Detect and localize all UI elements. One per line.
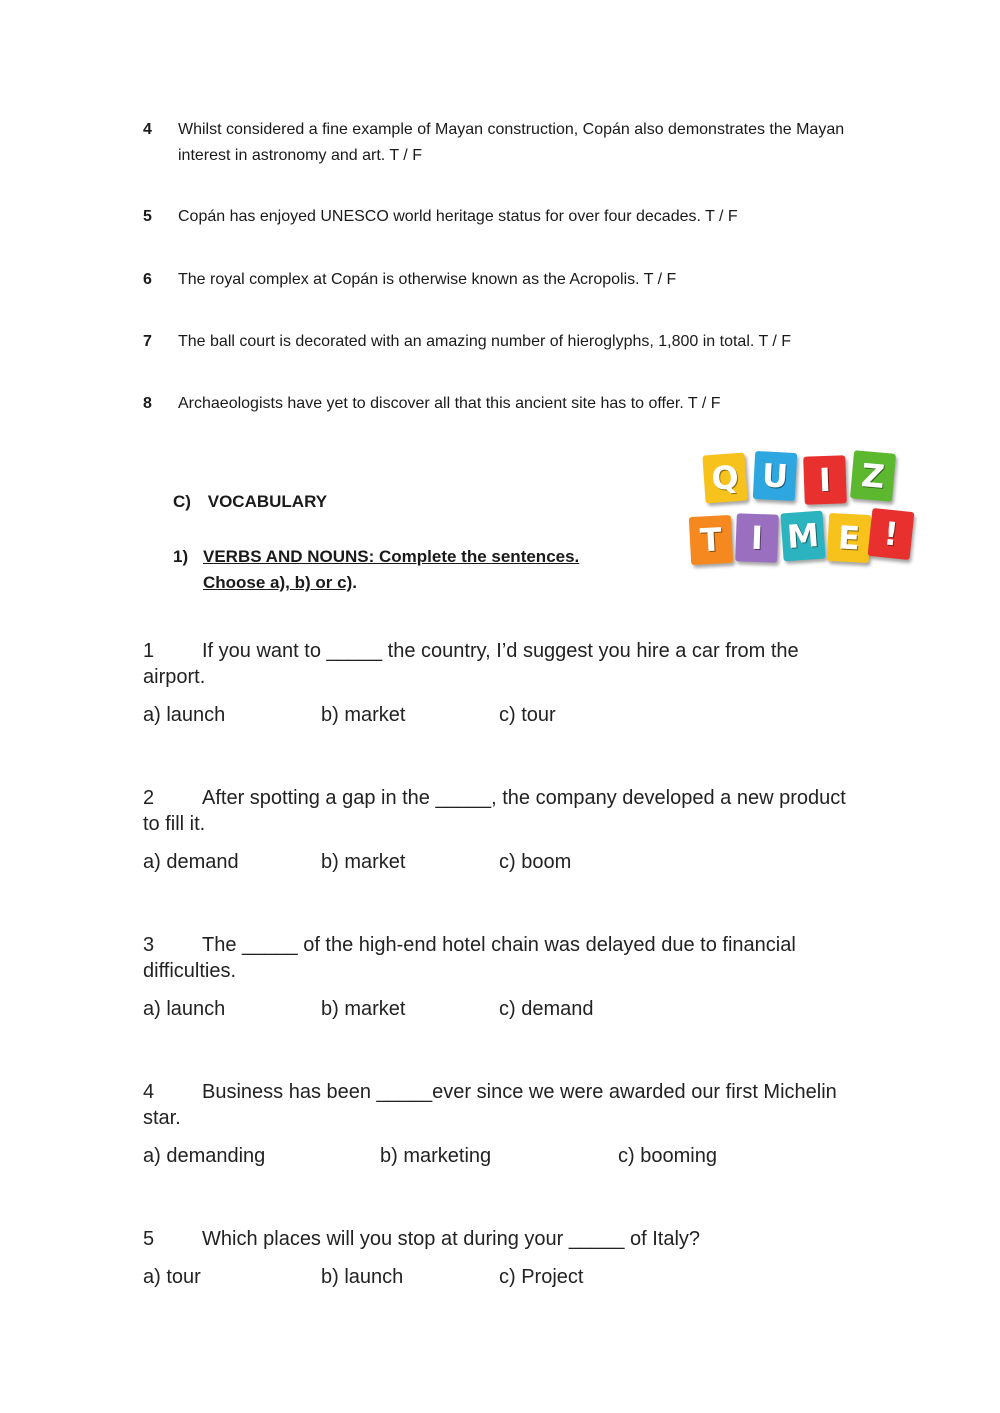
logo-tile: U [753,451,797,501]
question [143,932,863,984]
question-number: 3 [143,934,155,956]
option-a[interactable]: a) tour [143,1266,201,1288]
tf-item-number: 7 [143,333,152,350]
section-title: VOCABULARY [207,492,328,511]
instruction [173,544,579,596]
tf-item [143,267,863,293]
answer-options [143,704,863,730]
option-c[interactable]: c) Project [499,1266,584,1288]
logo-tile: I [803,455,847,504]
quiz-time-logo [686,448,916,580]
logo-tile: I [735,513,779,562]
option-b[interactable]: b) market [321,704,406,726]
tf-item-number: 6 [143,271,152,288]
option-a[interactable]: a) launch [143,704,226,726]
section-heading [173,492,327,512]
section-label: C) [173,492,191,511]
logo-tile: Q [702,453,747,504]
question-number: 5 [143,1228,155,1250]
answer-options [143,1145,863,1171]
tf-item-text: The royal complex at Copán is otherwise known as the Acropolis. T / F [178,271,677,288]
option-c[interactable]: c) booming [618,1145,717,1167]
tf-item [143,391,863,417]
question-text: The _____ of the high-end hotel chain was delayed due to financial difficulties. [143,934,796,982]
answer-options [143,998,863,1024]
tf-item [143,117,863,169]
tf-item-number: 8 [143,395,152,412]
tf-item-text: Whilst considered a fine example of Mayan construction, Copán also demonstrates the Mayan interest in astronomy and art. T / F [178,121,845,164]
tf-item [143,204,863,230]
tf-item-number: 5 [143,208,152,225]
tf-item-text: The ball court is decorated with an amazing number of hieroglyphs, 1,800 in total. T / F [178,333,792,350]
question [143,1079,863,1131]
question-text: After spotting a gap in the _____, the company developed a new product to fill it. [143,787,846,835]
answer-options [143,851,863,877]
option-b[interactable]: b) launch [321,1266,404,1288]
question [143,638,863,690]
option-c[interactable]: c) tour [499,704,556,726]
question-number: 4 [143,1081,155,1103]
question [143,785,863,837]
question [143,1226,863,1252]
option-b[interactable]: b) market [321,998,406,1020]
tf-item-number: 4 [143,121,152,138]
tf-item [143,329,863,355]
instruction-line2: Choose a), b) or c) [203,573,353,592]
logo-tile: ! [868,508,915,560]
logo-tile: T [689,515,733,565]
option-a[interactable]: a) launch [143,998,226,1020]
instruction-label: 1) [173,547,189,566]
option-c[interactable]: c) boom [499,851,572,873]
logo-tile: Z [850,450,896,501]
tf-item-text: Copán has enjoyed UNESCO world heritage status for over four decades. T / F [178,208,738,225]
instruction-line1: VERBS AND NOUNS: Complete the sentences. [203,547,580,566]
option-a[interactable]: a) demand [143,851,239,873]
logo-tile: E [827,513,871,563]
question-text: If you want to _____ the country, I’d suggest you hire a car from the airport. [143,640,799,688]
option-b[interactable]: b) market [321,851,406,873]
question-text: Which places will you stop at during your _____ of Italy? [202,1228,701,1250]
option-b[interactable]: b) marketing [380,1145,492,1167]
instruction-period: . [352,573,357,592]
question-number: 1 [143,640,155,662]
tf-item-text: Archaeologists have yet to discover all that this ancient site has to offer. T / F [178,395,721,412]
question-number: 2 [143,787,155,809]
logo-tile: M [780,511,825,562]
option-a[interactable]: a) demanding [143,1145,266,1167]
option-c[interactable]: c) demand [499,998,594,1020]
answer-options [143,1266,863,1292]
question-text: Business has been _____ever since we were awarded our first Michelin star. [143,1081,837,1129]
